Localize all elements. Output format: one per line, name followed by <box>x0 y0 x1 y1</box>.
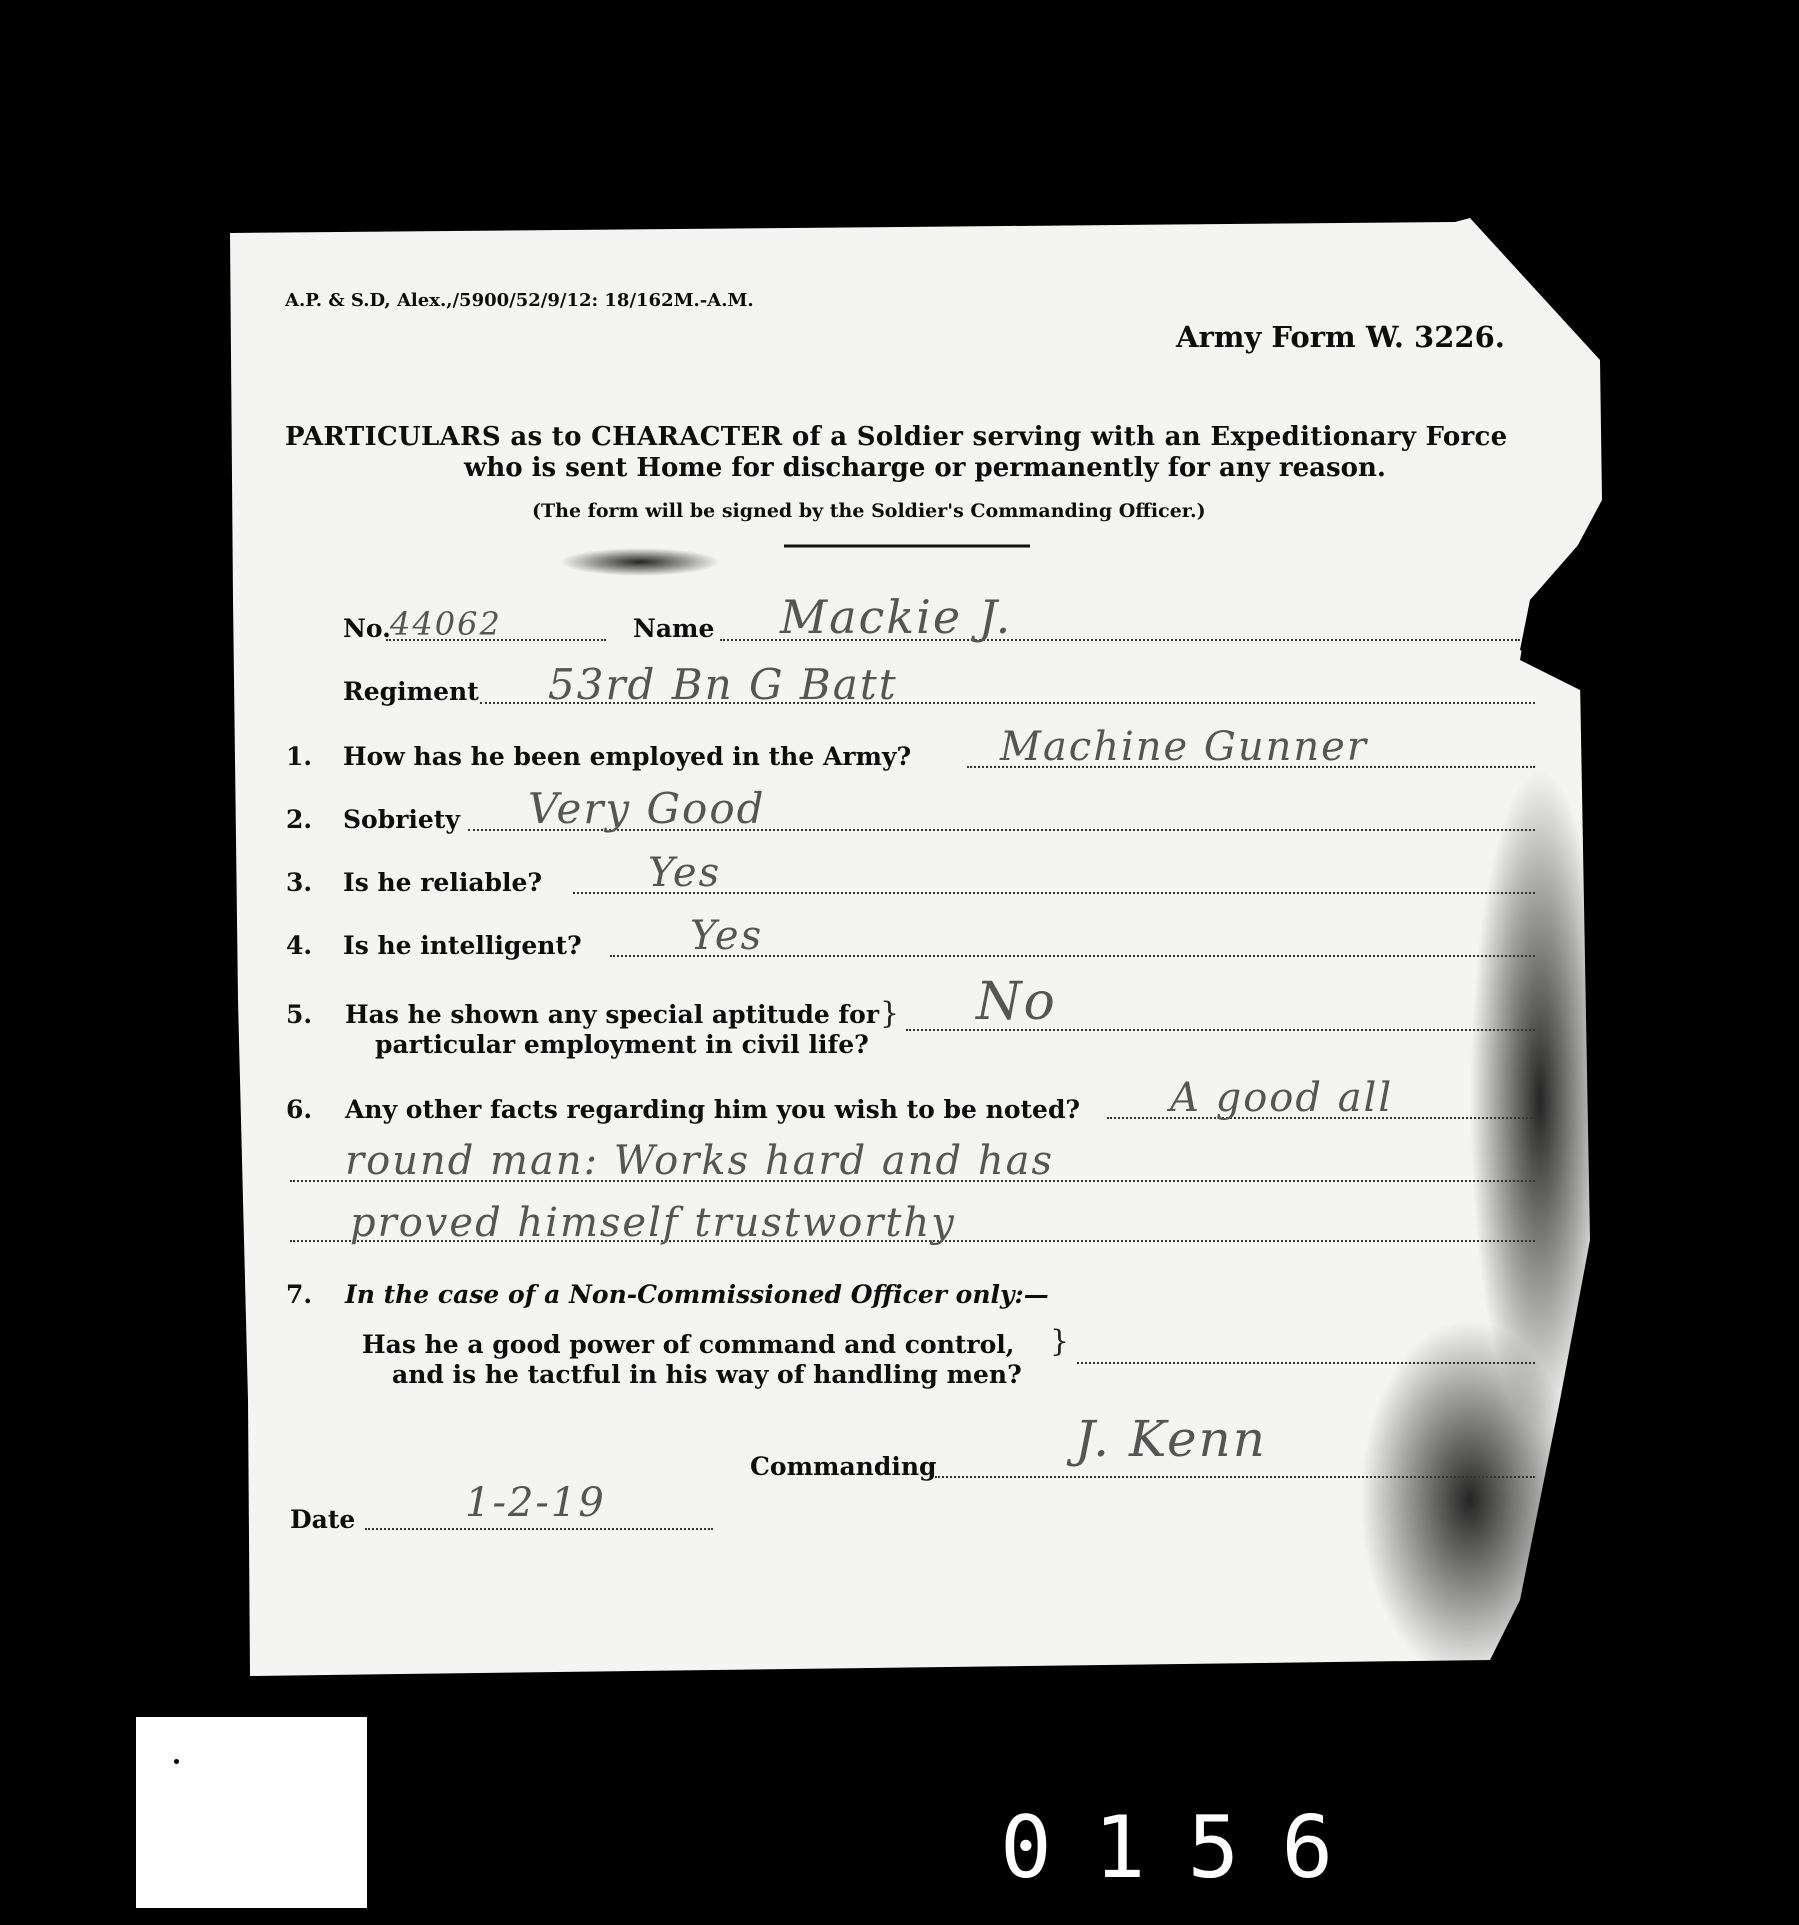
q5-text-line2: particular employment in civil life? <box>375 1030 869 1059</box>
q2-answer: Very Good <box>528 784 766 833</box>
q7-line <box>1077 1362 1535 1364</box>
q4-answer: Yes <box>690 913 764 959</box>
commanding-label: Commanding <box>750 1452 937 1481</box>
q7-text-line1: Has he a good power of command and control, <box>362 1330 1015 1359</box>
form-number: Army Form W. 3226. <box>1176 320 1505 354</box>
card-dot <box>174 1759 179 1764</box>
form-subtitle: (The form will be signed by the Soldier's Commanding Officer.) <box>532 500 1206 522</box>
q4-number: 4. <box>286 931 313 960</box>
q6-answer-line2: round man: Works hard and has <box>345 1138 1054 1184</box>
q1-text: How has he been employed in the Army? <box>343 742 912 771</box>
q2-text: Sobriety <box>343 805 460 834</box>
commanding-signature: J. Kenn <box>1075 1410 1267 1468</box>
q6-number: 6. <box>286 1095 313 1124</box>
q5-brace: } <box>880 996 900 1031</box>
no-label: No. <box>343 614 391 643</box>
q3-number: 3. <box>286 868 313 897</box>
regiment-label: Regiment <box>343 677 479 706</box>
smudge <box>560 548 720 576</box>
q7-number: 7. <box>286 1280 313 1309</box>
q5-answer: No <box>976 972 1057 1032</box>
regiment-value: 53rd Bn G Batt <box>548 660 898 709</box>
q7-heading: In the case of a Non-Commissioned Officer only:— <box>345 1280 1049 1309</box>
frame-number: 0156 <box>1000 1798 1376 1898</box>
date-value: 1-2-19 <box>465 1480 606 1526</box>
q6-text: Any other facts regarding him you wish to be noted? <box>345 1095 1081 1124</box>
q1-answer: Machine Gunner <box>1000 724 1368 770</box>
name-label: Name <box>633 614 715 643</box>
date-label: Date <box>290 1505 356 1534</box>
form-title-line2: who is sent Home for discharge or permanently for any reason. <box>464 453 1386 483</box>
q3-text: Is he reliable? <box>343 868 543 897</box>
q6-answer-line3: proved himself trustworthy <box>350 1200 956 1246</box>
name-value: Mackie J. <box>780 590 1013 644</box>
q7-text-line2: and is he tactful in his way of handling men? <box>392 1360 1022 1389</box>
print-reference: A.P. & S.D, Alex.,/5900/52/9/12: 18/162M.-A.M. <box>285 290 754 311</box>
q1-number: 1. <box>286 742 313 771</box>
q2-number: 2. <box>286 805 313 834</box>
q7-brace: } <box>1050 1324 1070 1359</box>
form-title-line1: PARTICULARS as to CHARACTER of a Soldier serving with an Expeditionary Force <box>285 422 1508 452</box>
q6-answer-line1: A good all <box>1170 1075 1394 1121</box>
q5-text-line1: Has he shown any special aptitude for <box>345 1000 880 1029</box>
commanding-line <box>935 1476 1535 1478</box>
q3-answer: Yes <box>648 850 722 896</box>
date-line <box>365 1528 713 1530</box>
stain-lower-right <box>1360 1320 1580 1680</box>
calibration-card <box>136 1717 367 1908</box>
no-value: 44062 <box>390 605 502 643</box>
q4-text: Is he intelligent? <box>343 931 582 960</box>
q5-number: 5. <box>286 1000 313 1029</box>
